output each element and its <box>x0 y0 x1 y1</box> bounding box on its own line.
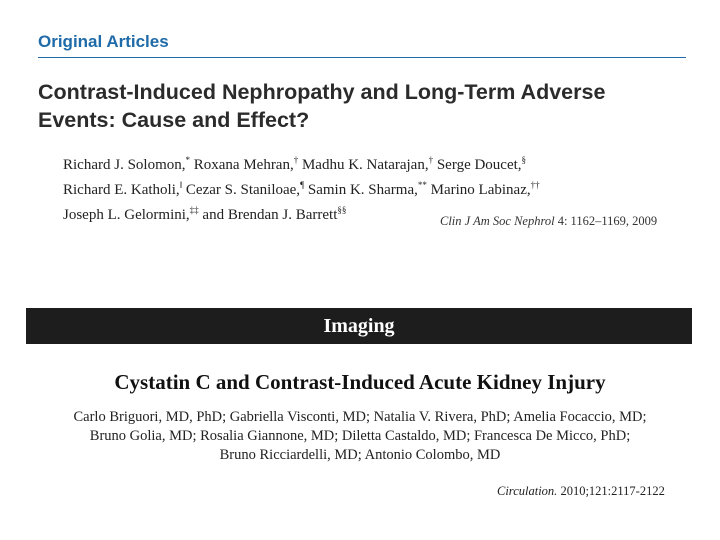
author-name: and Brendan J. Barrett <box>202 207 338 223</box>
article2-authors-line3: Bruno Ricciardelli, MD; Antonio Colombo, MD <box>219 447 501 463</box>
article1-title <box>38 78 688 134</box>
author-mark: ** <box>417 180 427 190</box>
article2-authors-line1: Carlo Briguori, MD, PhD; Gabriella Visconti, MD; Natalia V. Rivera, PhD; Amelia Focaccio, MD; <box>73 409 647 425</box>
citation-detail: 4: 1162–1169, 2009 <box>557 214 658 228</box>
article2-citation <box>497 484 665 499</box>
author-mark: † <box>428 155 434 165</box>
article1-citation <box>440 214 657 229</box>
article1-authors-line2 <box>63 175 663 200</box>
citation-journal: Circulation. <box>497 484 558 498</box>
section-divider <box>38 57 686 58</box>
author-name: Richard J. Solomon, <box>63 157 186 173</box>
author-mark: §§ <box>337 205 347 215</box>
article1-authors-line1 <box>63 150 663 175</box>
article2-authors <box>30 408 690 465</box>
citation-journal: Clin J Am Soc Nephrol <box>440 214 555 228</box>
banner-label: Imaging <box>323 315 395 337</box>
author-mark: * <box>185 155 190 165</box>
author-mark: ‖ <box>179 180 183 190</box>
author-name: Marino Labinaz, <box>430 182 531 198</box>
imaging-banner <box>26 308 692 344</box>
author-mark: † <box>293 155 299 165</box>
article2-authors-line2: Bruno Golia, MD; Rosalia Giannone, MD; Diletta Castaldo, MD; Francesca De Micco, PhD; <box>89 428 631 444</box>
author-name: Joseph L. Gelormini, <box>63 207 190 223</box>
author-name: Madhu K. Natarajan, <box>301 157 429 173</box>
author-name: Roxana Mehran, <box>193 157 294 173</box>
author-mark: ¶ <box>300 180 305 190</box>
author-mark: § <box>521 155 527 165</box>
author-mark: †† <box>530 180 540 190</box>
article1-title-line2: Events: Cause and Effect? <box>38 108 310 132</box>
author-name: Cezar S. Staniloae, <box>185 182 301 198</box>
author-name: Richard E. Katholi, <box>63 182 180 198</box>
author-name: Samin K. Sharma, <box>307 182 418 198</box>
article1-title-line1: Contrast-Induced Nephropathy and Long-Term Adverse <box>38 80 606 104</box>
citation-detail: 2010;121:2117-2122 <box>560 484 665 498</box>
section-label: Original Articles <box>38 32 169 51</box>
author-name: Serge Doucet, <box>436 157 522 173</box>
article2-title: Cystatin C and Contrast-Induced Acute Kidney Injury <box>114 370 606 394</box>
author-mark: ‡‡ <box>189 205 199 215</box>
